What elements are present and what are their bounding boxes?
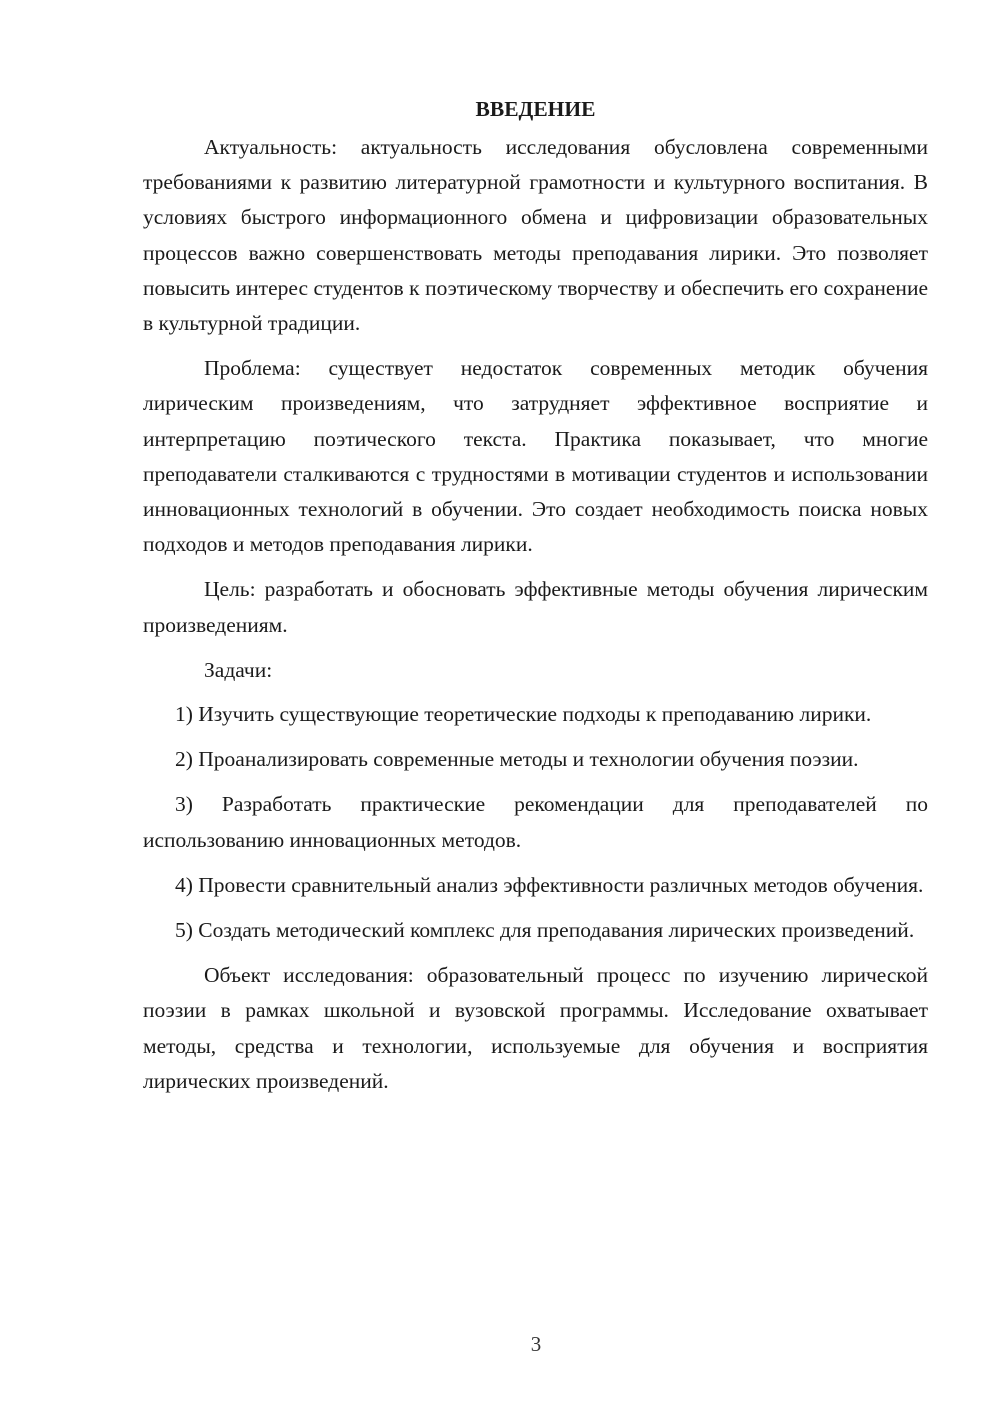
page-title: ВВЕДЕНИЕ [475, 97, 596, 121]
page-number: 3 [530, 1332, 542, 1356]
task-item-5: 5) Создать методический комплекс для преподавания лирических произведений. [175, 918, 915, 943]
tasks-label: Задачи: [204, 657, 273, 682]
task-item-2: 2) Проанализировать современные методы и технологии обучения поэзии. [175, 747, 859, 772]
object-paragraph: Объект исследования: образовательный процесс по изучению лирической поэзии в рамках школьной и вузовской программы. Исследование охватывает методы, средства и технологии, используемые для обучения и восприятия лирических произведений. [143, 963, 928, 1093]
relevance-paragraph: Актуальность: актуальность исследования обусловлена современными требованиями к развитию литературной грамотности и культурного воспитания. В условиях быстрого информационного обмена и цифровизации образовательных процессов важно совершенствовать методы преподавания лирики. Это позволяет повысить интерес студентов к поэтическому творчеству и обеспечить его сохранение в культурной традиции. [143, 135, 928, 336]
document-page [143, 92, 928, 1109]
problem-paragraph: Проблема: существует недостаток современных методик обучения лирическим произведениям, что затрудняет эффективное восприятие и интерпретацию поэтического текста. Практика показывает, что многие преподаватели сталкиваются с трудностями в мотивации студентов и использовании инновационных технологий в обучении. Это создает необходимость поиска новых подходов и методов преподавания лирики. [143, 356, 928, 557]
task-item-3: 3) Разработать практические рекомендации для преподавателей по использованию инновационных методов. [143, 792, 928, 852]
task-item-4: 4) Провести сравнительный анализ эффективности различных методов обучения. [175, 872, 924, 897]
goal-paragraph: Цель: разработать и обосновать эффективные методы обучения лирическим произведениям. [143, 577, 928, 637]
task-item-1: 1) Изучить существующие теоретические подходы к преподаванию лирики. [175, 702, 872, 727]
